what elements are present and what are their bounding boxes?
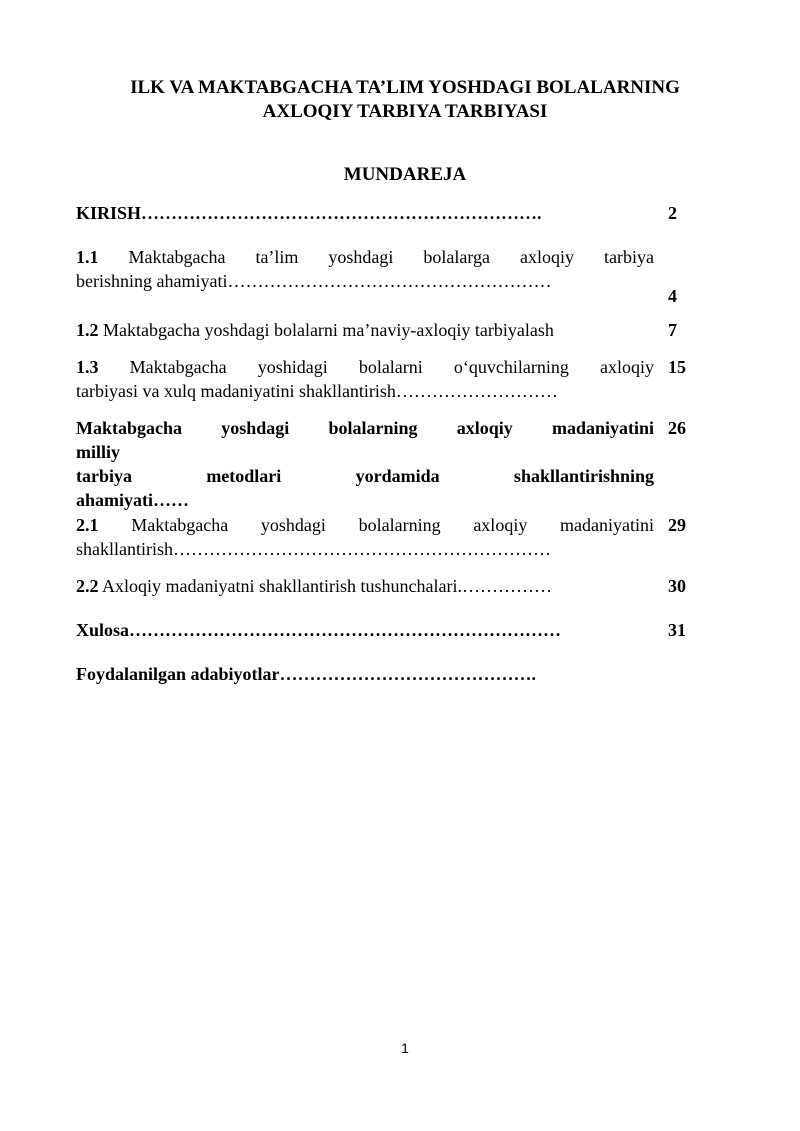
document-title: [60, 76, 750, 124]
toc-entry-text: Maktabgacha yoshdagi bolalarni ma’naviy-axloqiy tarbiyalash: [103, 320, 554, 340]
toc-entry-kirish[interactable]: [76, 201, 654, 225]
toc-entry-2-2[interactable]: [76, 574, 654, 598]
toc-entry-xulosa[interactable]: [76, 618, 654, 642]
toc-entry-bibliography[interactable]: [76, 662, 654, 686]
toc-entry-1-3[interactable]: [76, 355, 654, 403]
toc-page-number: 7: [668, 320, 677, 340]
title-line-1: ILK VA MAKTABGACHA TA’LIM YOSHDAGI BOLALARNING: [130, 77, 680, 98]
toc-page-number: 4: [668, 286, 677, 306]
toc-page-number: 30: [668, 576, 686, 596]
toc-entry-1-1[interactable]: [76, 245, 654, 293]
toc-entry-text-line-2: milliy: [76, 442, 120, 462]
toc-page-number: 29: [668, 515, 686, 535]
toc-page-number: 2: [668, 203, 677, 223]
toc-entry-2-1[interactable]: [76, 513, 654, 561]
title-line-2: AXLOQIY TARBIYA TARBIYASI: [262, 101, 548, 122]
toc-heading: MUNDAREJA: [343, 164, 467, 185]
toc-entry-text-line-4: ahamiyati……: [76, 490, 190, 510]
toc-entry-text: Xulosa………………………………………………………………: [76, 620, 562, 640]
page-number: 1: [401, 1040, 409, 1056]
toc-entry-text: KIRISH………………………………………………………….: [76, 203, 542, 223]
toc-entry-section-2[interactable]: [76, 416, 654, 512]
toc-entry-1-2[interactable]: [76, 318, 666, 342]
toc-entry-number: 1.1: [76, 247, 99, 267]
toc-entry-text-line-2: berishning ahamiyati………………………………………………: [76, 271, 552, 291]
toc-entry-number: 1.3: [76, 357, 99, 377]
toc-entry-text: Foydalanilgan adabiyotlar…………………………………….: [76, 664, 537, 684]
toc-page-number: 31: [668, 620, 686, 640]
toc-page-number: 26: [668, 418, 686, 438]
toc-entry-text-line-2: shakllantirish………………………………………………………: [76, 539, 551, 559]
toc-page-number: 15: [668, 357, 686, 377]
toc-entry-text-line-3: tarbiya metodlari yordamida shakllantirishning: [76, 466, 654, 486]
toc-entry-text-line-1: 1.1 Maktabgacha ta’lim yoshdagi bolalarga axloqiy tarbiya: [76, 247, 654, 267]
toc-entry-number: 2.1: [76, 515, 99, 535]
toc-entry-text: Axloqiy madaniyatni shakllantirish tushunchalari.……………: [102, 576, 552, 596]
toc-entry-text-line-1: 2.1 Maktabgacha yoshdagi bolalarning axloqiy madaniyatini: [76, 515, 655, 535]
toc-entry-text-line-2: tarbiyasi va xulq madaniyatini shakllantirish………………………: [76, 381, 558, 401]
toc-entry-number: 1.2: [76, 320, 99, 340]
toc-entry-text-line-1: Maktabgacha yoshdagi bolalarning axloqiy madaniyatini: [76, 418, 654, 438]
toc-entry-number: 2.2: [76, 576, 99, 596]
toc-entry-text-line-1: 1.3 Maktabgacha yoshidagi bolalarni o‘quvchilarning axloqiy: [76, 357, 654, 377]
